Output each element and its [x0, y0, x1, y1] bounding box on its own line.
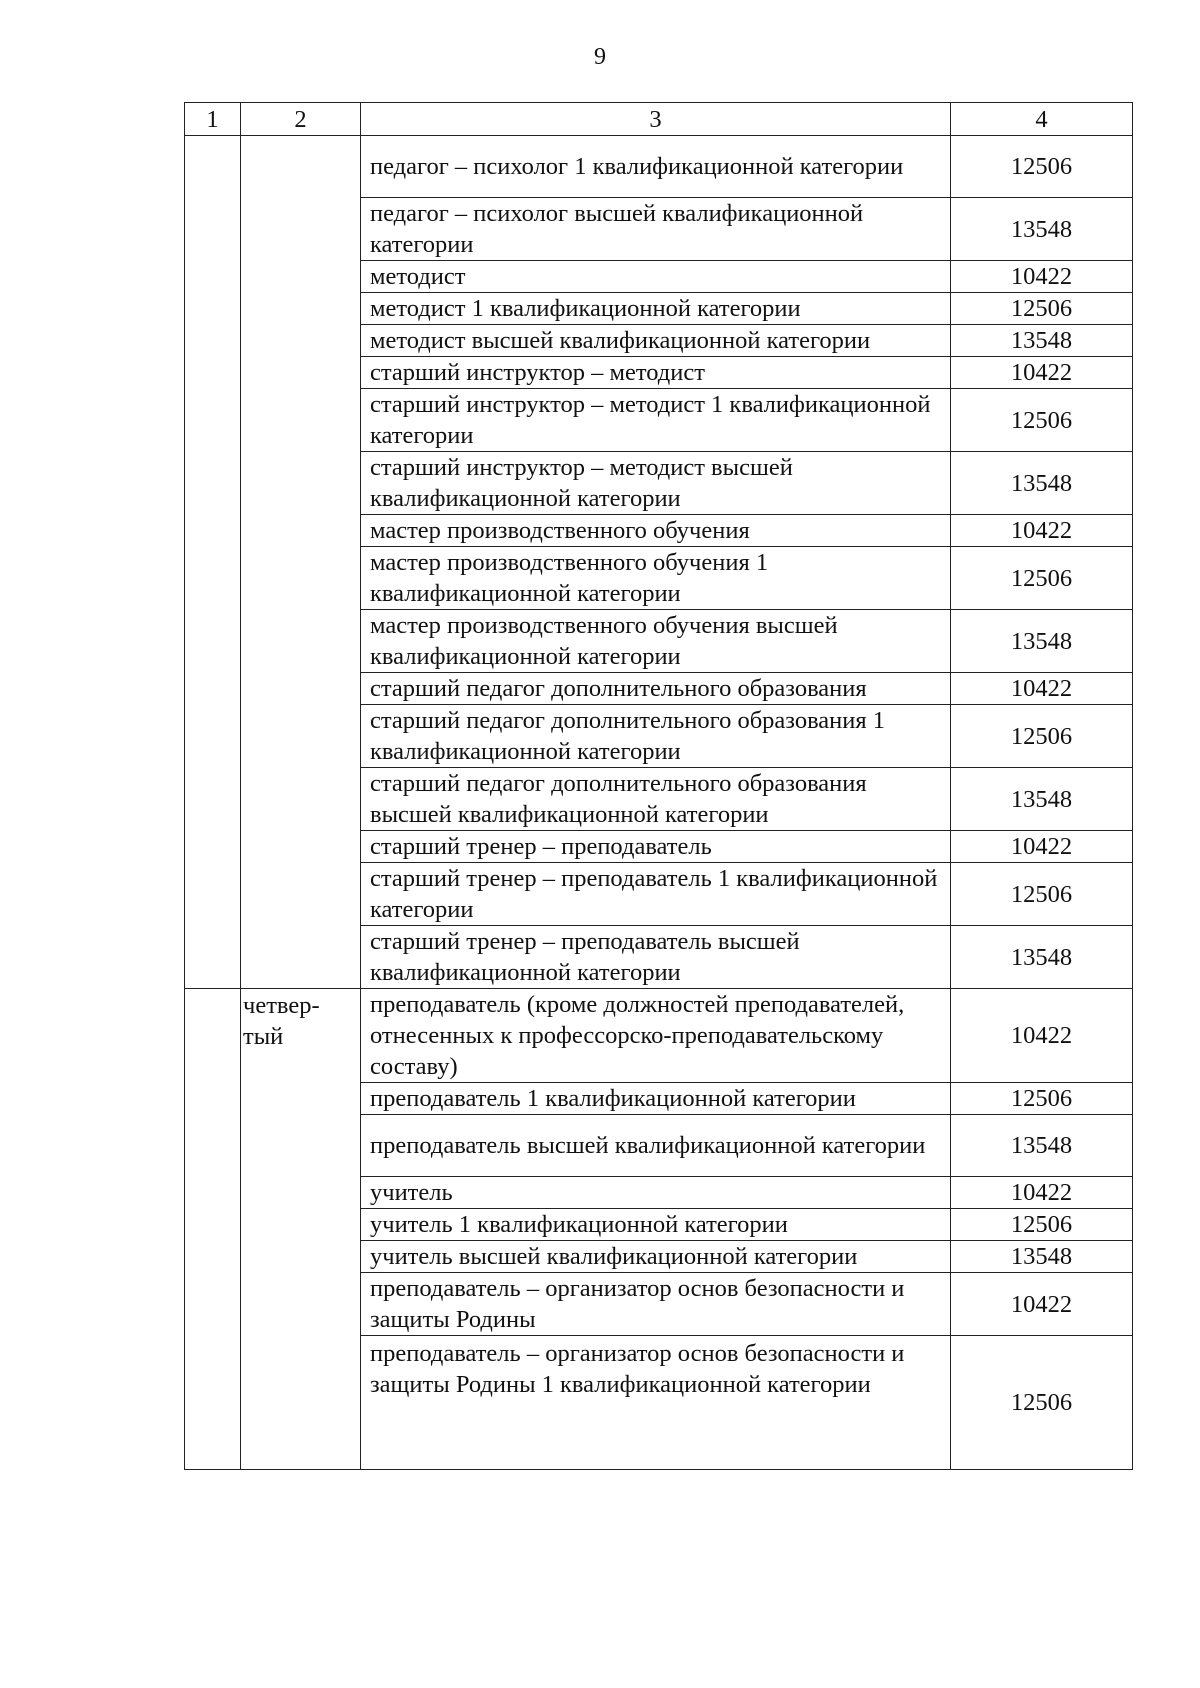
- position-cell: старший инструктор – методист высшей квалификационной категории: [361, 452, 951, 515]
- salary-cell: 13548: [951, 768, 1133, 831]
- position-cell: мастер производственного обучения: [361, 515, 951, 547]
- table-row: [185, 989, 1133, 1083]
- salary-cell: 12506: [951, 136, 1133, 198]
- group-col-1-cell: [185, 989, 241, 1470]
- position-cell: педагог – психолог 1 квалификационной категории: [361, 136, 951, 198]
- salary-cell: 10422: [951, 989, 1133, 1083]
- header-col-2: 2: [241, 103, 361, 136]
- salary-cell: 10422: [951, 673, 1133, 705]
- salary-cell: 13548: [951, 610, 1133, 673]
- salary-cell: 12506: [951, 1083, 1133, 1115]
- salary-cell: 12506: [951, 1336, 1133, 1470]
- salary-cell: 10422: [951, 515, 1133, 547]
- salary-cell: 10422: [951, 1177, 1133, 1209]
- salary-cell: 12506: [951, 1209, 1133, 1241]
- position-cell: старший инструктор – методист 1 квалификационной категории: [361, 389, 951, 452]
- position-cell: учитель: [361, 1177, 951, 1209]
- position-cell: старший инструктор – методист: [361, 357, 951, 389]
- header-col-3: 3: [361, 103, 951, 136]
- position-cell: старший педагог дополнительного образования высшей квалификационной категории: [361, 768, 951, 831]
- header-col-4: 4: [951, 103, 1133, 136]
- salary-cell: 13548: [951, 1241, 1133, 1273]
- position-cell: преподаватель высшей квалификационной категории: [361, 1115, 951, 1177]
- salary-cell: 10422: [951, 261, 1133, 293]
- salary-cell: 12506: [951, 863, 1133, 926]
- salary-cell: 12506: [951, 547, 1133, 610]
- header-row: [185, 103, 1133, 136]
- position-cell: старший тренер – преподаватель: [361, 831, 951, 863]
- position-cell: учитель высшей квалификационной категории: [361, 1241, 951, 1273]
- page-number: 9: [594, 44, 606, 70]
- position-cell: преподаватель (кроме должностей преподавателей, отнесенных к профессорско-преподавательскому составу): [361, 989, 951, 1083]
- table-row: [185, 136, 1133, 198]
- position-cell: учитель 1 квалификационной категории: [361, 1209, 951, 1241]
- group-col-2-cell: четвер-тый: [241, 989, 361, 1470]
- position-cell: преподаватель – организатор основ безопасности и защиты Родины 1 квалификационной категории: [361, 1336, 951, 1470]
- salary-cell: 10422: [951, 831, 1133, 863]
- table-header: [185, 103, 1133, 136]
- group-col-1-cell: [185, 136, 241, 989]
- salary-cell: 12506: [951, 389, 1133, 452]
- position-cell: старший тренер – преподаватель высшей квалификационной категории: [361, 926, 951, 989]
- salary-cell: 10422: [951, 1273, 1133, 1336]
- position-cell: старший тренер – преподаватель 1 квалификационной категории: [361, 863, 951, 926]
- salary-cell: 13548: [951, 198, 1133, 261]
- salary-cell: 13548: [951, 926, 1133, 989]
- salary-cell: 13548: [951, 1115, 1133, 1177]
- salary-cell: 12506: [951, 705, 1133, 768]
- position-cell: методист 1 квалификационной категории: [361, 293, 951, 325]
- position-cell: старший педагог дополнительного образования: [361, 673, 951, 705]
- position-cell: мастер производственного обучения 1 квалификационной категории: [361, 547, 951, 610]
- table-body: [185, 136, 1133, 1470]
- position-cell: преподаватель – организатор основ безопасности и защиты Родины: [361, 1273, 951, 1336]
- position-cell: педагог – психолог высшей квалификационной категории: [361, 198, 951, 261]
- salary-table: [184, 102, 1133, 1470]
- group-col-2-cell: [241, 136, 361, 989]
- position-cell: методист высшей квалификационной категории: [361, 325, 951, 357]
- salary-cell: 10422: [951, 357, 1133, 389]
- salary-cell: 13548: [951, 452, 1133, 515]
- salary-cell: 13548: [951, 325, 1133, 357]
- position-cell: мастер производственного обучения высшей квалификационной категории: [361, 610, 951, 673]
- salary-cell: 12506: [951, 293, 1133, 325]
- position-cell: преподаватель 1 квалификационной категории: [361, 1083, 951, 1115]
- position-cell: методист: [361, 261, 951, 293]
- header-col-1: 1: [185, 103, 241, 136]
- position-cell: старший педагог дополнительного образования 1 квалификационной категории: [361, 705, 951, 768]
